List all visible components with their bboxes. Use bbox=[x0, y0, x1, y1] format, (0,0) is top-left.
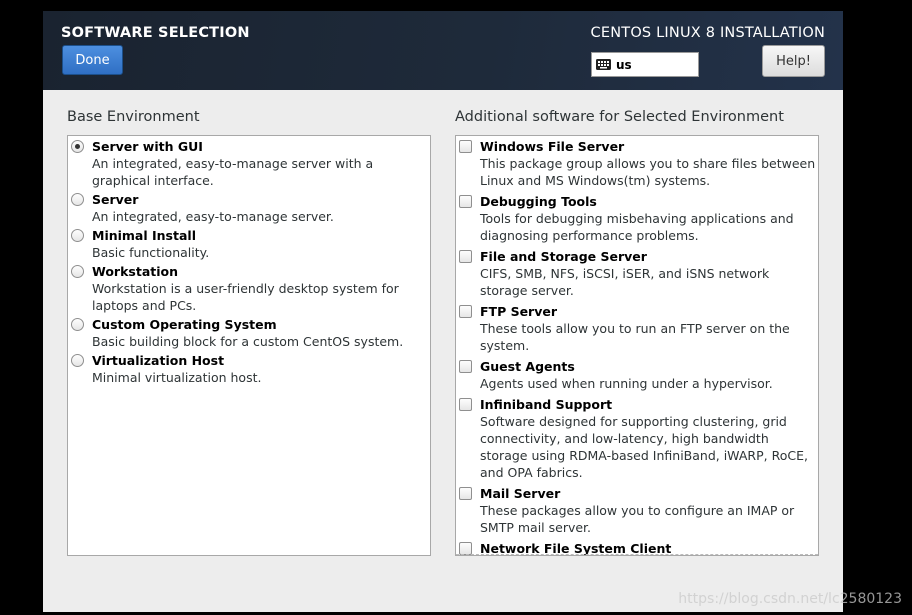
addon-option[interactable] bbox=[456, 138, 818, 189]
scroll-indicator bbox=[456, 554, 818, 555]
option-title: Virtualization Host bbox=[92, 353, 225, 368]
option-description: An integrated, easy-to-manage server with a graphical interface. bbox=[92, 156, 374, 188]
keyboard-icon bbox=[596, 59, 611, 70]
header-bar bbox=[43, 11, 843, 90]
addon-option[interactable] bbox=[456, 396, 818, 481]
option-title: Minimal Install bbox=[92, 228, 196, 243]
option-title: Server with GUI bbox=[92, 139, 203, 154]
base-environment-option[interactable] bbox=[68, 263, 430, 314]
option-title: Workstation bbox=[92, 264, 179, 279]
option-title: Custom Operating System bbox=[92, 317, 277, 332]
addon-option[interactable] bbox=[456, 248, 818, 299]
base-environment-option[interactable] bbox=[68, 227, 430, 261]
base-environment-option[interactable] bbox=[68, 138, 430, 189]
option-title: Windows File Server bbox=[480, 139, 625, 154]
installer-window bbox=[43, 11, 843, 612]
option-description: Minimal virtualization host. bbox=[92, 370, 262, 385]
help-button[interactable]: Help! bbox=[762, 45, 825, 77]
option-title: Infiniband Support bbox=[480, 397, 613, 412]
option-description: Workstation is a user-friendly desktop system for laptops and PCs. bbox=[92, 281, 399, 313]
base-environment-option[interactable] bbox=[68, 191, 430, 225]
radio-button[interactable] bbox=[71, 318, 84, 331]
radio-button[interactable] bbox=[71, 354, 84, 367]
radio-button[interactable] bbox=[71, 265, 84, 278]
option-description: These tools allow you to run an FTP server on the system. bbox=[480, 321, 790, 353]
option-title: File and Storage Server bbox=[480, 249, 647, 264]
option-description: CIFS, SMB, NFS, iSCSI, iSER, and iSNS network storage server. bbox=[480, 266, 770, 298]
option-description: Basic building block for a custom CentOS system. bbox=[92, 334, 404, 349]
done-button[interactable]: Done bbox=[62, 45, 123, 75]
base-environment-heading: Base Environment bbox=[67, 109, 200, 125]
option-title: Guest Agents bbox=[480, 359, 575, 374]
checkbox[interactable] bbox=[459, 305, 472, 318]
checkbox[interactable] bbox=[459, 195, 472, 208]
checkbox[interactable] bbox=[459, 140, 472, 153]
option-description: Software designed for supporting clustering, grid connectivity, and low-latency, high bandwidth storage using RDMA-based InfiniBand, iWARP, RoCE, and OPA fabrics. bbox=[480, 414, 808, 480]
option-description: Basic functionality. bbox=[92, 245, 210, 260]
radio-button[interactable] bbox=[71, 140, 84, 153]
keyboard-layout-label: us bbox=[616, 57, 632, 72]
radio-button[interactable] bbox=[71, 193, 84, 206]
option-description: Agents used when running under a hypervisor. bbox=[480, 376, 773, 391]
additional-software-list[interactable] bbox=[455, 135, 819, 556]
addon-option[interactable] bbox=[456, 303, 818, 354]
base-environment-option[interactable] bbox=[68, 352, 430, 386]
keyboard-layout-indicator[interactable] bbox=[591, 52, 699, 77]
option-title: Server bbox=[92, 192, 139, 207]
option-description: Tools for debugging misbehaving applications and diagnosing performance problems. bbox=[480, 211, 794, 243]
base-environment-option[interactable] bbox=[68, 316, 430, 350]
option-description: This package group allows you to share files between Linux and MS Windows(tm) systems. bbox=[480, 156, 816, 188]
option-title: Network File System Client bbox=[480, 541, 672, 556]
checkbox[interactable] bbox=[459, 360, 472, 373]
option-title: FTP Server bbox=[480, 304, 558, 319]
checkbox[interactable] bbox=[459, 487, 472, 500]
product-title: CENTOS LINUX 8 INSTALLATION bbox=[590, 25, 825, 41]
radio-button[interactable] bbox=[71, 229, 84, 242]
checkbox[interactable] bbox=[459, 398, 472, 411]
addon-option[interactable] bbox=[456, 358, 818, 392]
option-title: Debugging Tools bbox=[480, 194, 597, 209]
checkbox[interactable] bbox=[459, 250, 472, 263]
watermark: https://blog.csdn.net/lc2580123 bbox=[678, 591, 902, 607]
option-description: These packages allow you to configure an IMAP or SMTP mail server. bbox=[480, 503, 795, 535]
option-title: Mail Server bbox=[480, 486, 561, 501]
addon-option[interactable] bbox=[456, 485, 818, 536]
option-description: An integrated, easy-to-manage server. bbox=[92, 209, 334, 224]
base-environment-list bbox=[67, 135, 431, 556]
addon-option[interactable] bbox=[456, 193, 818, 244]
additional-software-heading: Additional software for Selected Environment bbox=[455, 109, 784, 125]
page-title: SOFTWARE SELECTION bbox=[61, 25, 250, 41]
